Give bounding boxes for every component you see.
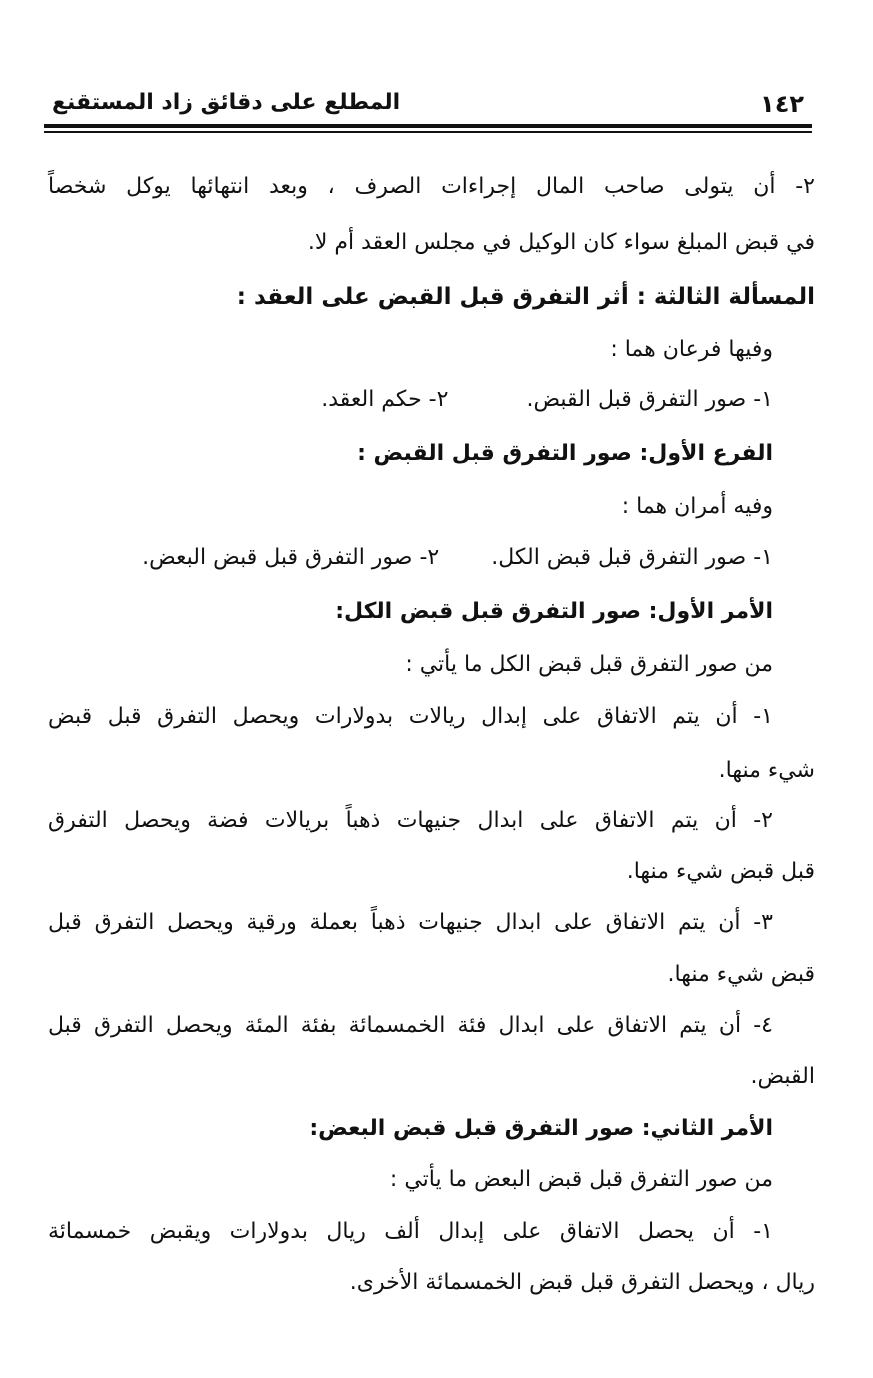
paragraph-line: ٢- أن يتم الاتفاق على ابدال جنيهات ذهباً بريالات فضة ويحصل التفرق: [48, 808, 773, 833]
list-item: ١- صور التفرق قبل قبض الكل.: [491, 545, 773, 570]
header-rule-thin: [44, 131, 812, 133]
paragraph-line: شيء منها.: [718, 758, 815, 783]
list-item: ٢- صور التفرق قبل قبض البعض.: [142, 545, 440, 570]
list-item: ١- صور التفرق قبل القبض.: [526, 387, 773, 412]
paragraph-line: ريال ، ويحصل التفرق قبل قبض الخمسمائة الأخرى.: [349, 1270, 815, 1295]
paragraph-line: قبض شيء منها.: [667, 962, 815, 987]
paragraph-line: ٤- أن يتم الاتفاق على ابدال فئة الخمسمائة بفئة المئة ويحصل التفرق قبل: [48, 1013, 773, 1038]
paragraph-line: وفيه أمران هما :: [621, 494, 773, 519]
header-rule-thick: [44, 124, 812, 128]
list-line: [48, 541, 773, 575]
paragraph-line: من صور التفرق قبل قبض البعض ما يأتي :: [389, 1167, 773, 1192]
paragraph-line: وفيها فرعان هما :: [610, 337, 773, 362]
running-header: [44, 86, 812, 118]
subsection-heading: الفرع الأول: صور التفرق قبل القبض :: [357, 441, 773, 466]
paragraph-line: في قبض المبلغ سواء كان الوكيل في مجلس العقد أم لا.: [307, 230, 815, 255]
paragraph-line: من صور التفرق قبل قبض الكل ما يأتي :: [405, 652, 773, 677]
book-title: المطلع على دقائق زاد المستقنع: [52, 90, 401, 115]
subsection-heading: الأمر الثاني: صور التفرق قبل قبض البعض:: [309, 1116, 773, 1141]
subsection-heading: الأمر الأول: صور التفرق قبل قبض الكل:: [335, 599, 773, 624]
list-line: [48, 383, 773, 417]
paragraph-line: ٣- أن يتم الاتفاق على ابدال جنيهات ذهباً بعملة ورقية ويحصل التفرق قبل: [48, 910, 773, 935]
paragraph-line: القبض.: [750, 1064, 815, 1089]
paragraph-line: ١- أن يحصل الاتفاق على إبدال ألف ريال بدولارات ويقبض خمسمائة: [48, 1219, 773, 1244]
paragraph-line: قبل قبض شيء منها.: [626, 859, 815, 884]
paragraph-line: ١- أن يتم الاتفاق على إبدال ريالات بدولارات ويحصل التفرق قبل قبض: [48, 704, 773, 729]
paragraph-line: ٢- أن يتولى صاحب المال إجراءات الصرف ، وبعد انتهائها يوكل شخصاً: [48, 174, 815, 199]
page-number: ١٤٢: [760, 90, 804, 118]
list-item: ٢- حكم العقد.: [321, 387, 449, 412]
section-heading: المسألة الثالثة : أثر التفرق قبل القبض على العقد :: [236, 284, 815, 310]
